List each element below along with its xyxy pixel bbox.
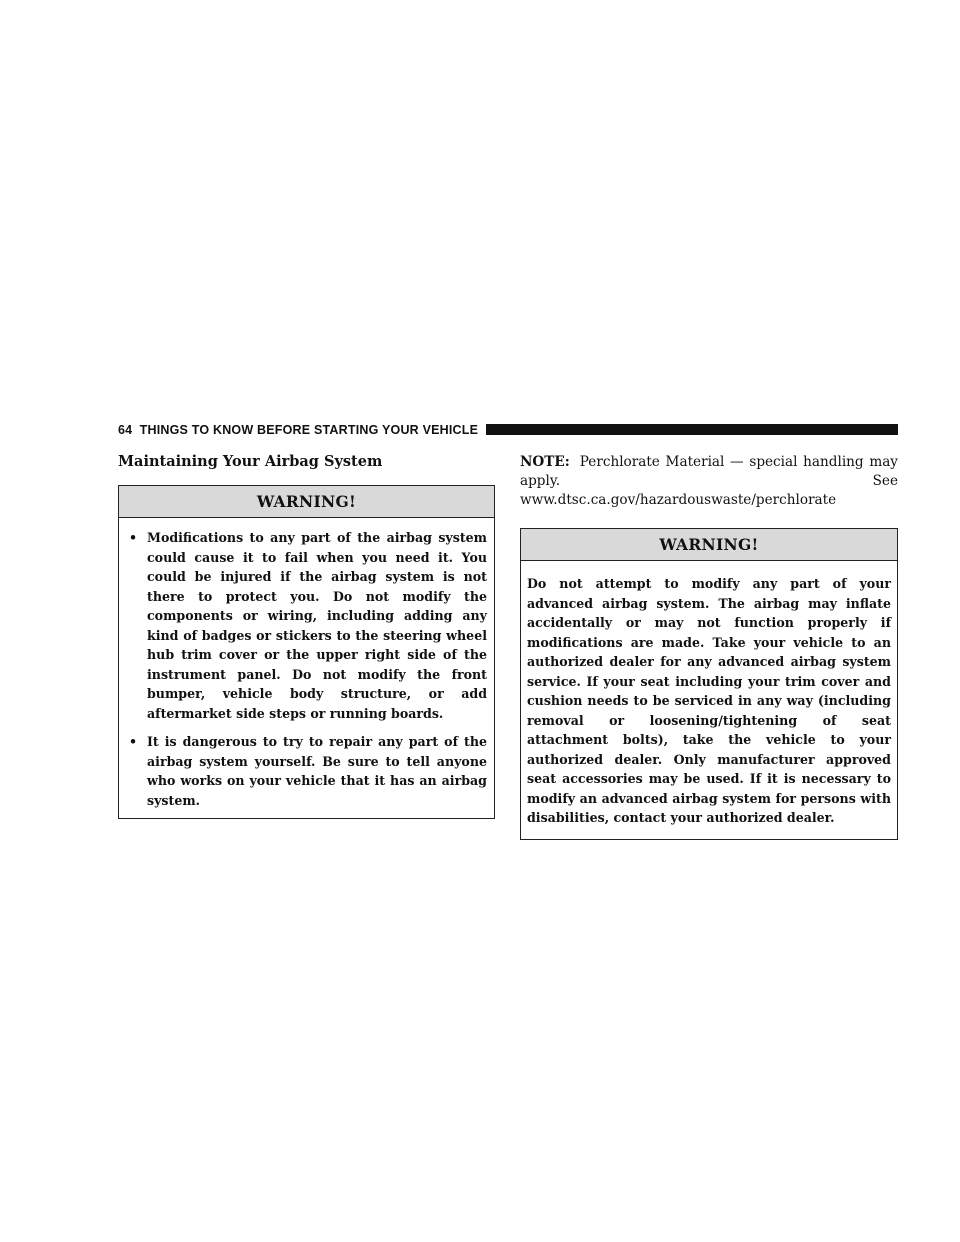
warning-title: WARNING!	[119, 486, 494, 518]
header-text	[118, 422, 478, 438]
warning-box-left	[118, 485, 495, 819]
right-column	[520, 453, 898, 840]
warning-body	[119, 518, 494, 818]
page-header	[118, 422, 898, 438]
bullet-icon: •	[129, 734, 138, 749]
header-rule	[486, 424, 898, 435]
note-paragraph	[520, 453, 898, 510]
section-heading: Maintaining Your Airbag System	[118, 453, 383, 470]
warning-title: WARNING!	[521, 529, 897, 561]
warning-bullet	[126, 732, 487, 810]
header-section-title: THINGS TO KNOW BEFORE STARTING YOUR VEHICLE	[139, 423, 479, 437]
warning-bullet-list	[126, 528, 487, 810]
warning-bullet-text: It is dangerous to try to repair any part of the airbag system yourself. Be sure to tell anyone who works on your vehicle that it has an airbag system.	[147, 734, 487, 808]
warning-bullet-text: Modifications to any part of the airbag system could cause it to fail when you need it. You could be injured if the airbag system is not there to protect you. Do not modify the components or wiring, including adding any kind of badges or stickers to the steering wheel hub trim cover or the upper right side of the instrument panel. Do not modify the front bumper, vehicle body structure, or add aftermarket side steps or running boards.	[147, 530, 487, 721]
left-column	[118, 453, 495, 819]
warning-bullet	[126, 528, 487, 723]
note-label: NOTE:	[520, 454, 570, 470]
bullet-icon: •	[129, 530, 138, 545]
note-text: Perchlorate Material — special handling may apply. See www.dtsc.ca.gov/hazardouswaste/perchlorate	[520, 454, 898, 508]
warning-body-text: Do not attempt to modify any part of your advanced airbag system. The airbag may inflate accidentally or may not function properly if modifications are made. Take your vehicle to an authorized dealer for any advanced airbag system service. If your seat including your trim cover and cushion needs to be serviced in any way (including removal or loosening/tightening of seat attachment bolts), take the vehicle to your authorized dealer. Only manufacturer approved seat accessories may be used. If it is necessary to modify an advanced airbag system for persons with disabilities, contact your authorized dealer.	[527, 576, 891, 825]
page-number: 64	[118, 423, 133, 437]
warning-box-right	[520, 528, 898, 840]
